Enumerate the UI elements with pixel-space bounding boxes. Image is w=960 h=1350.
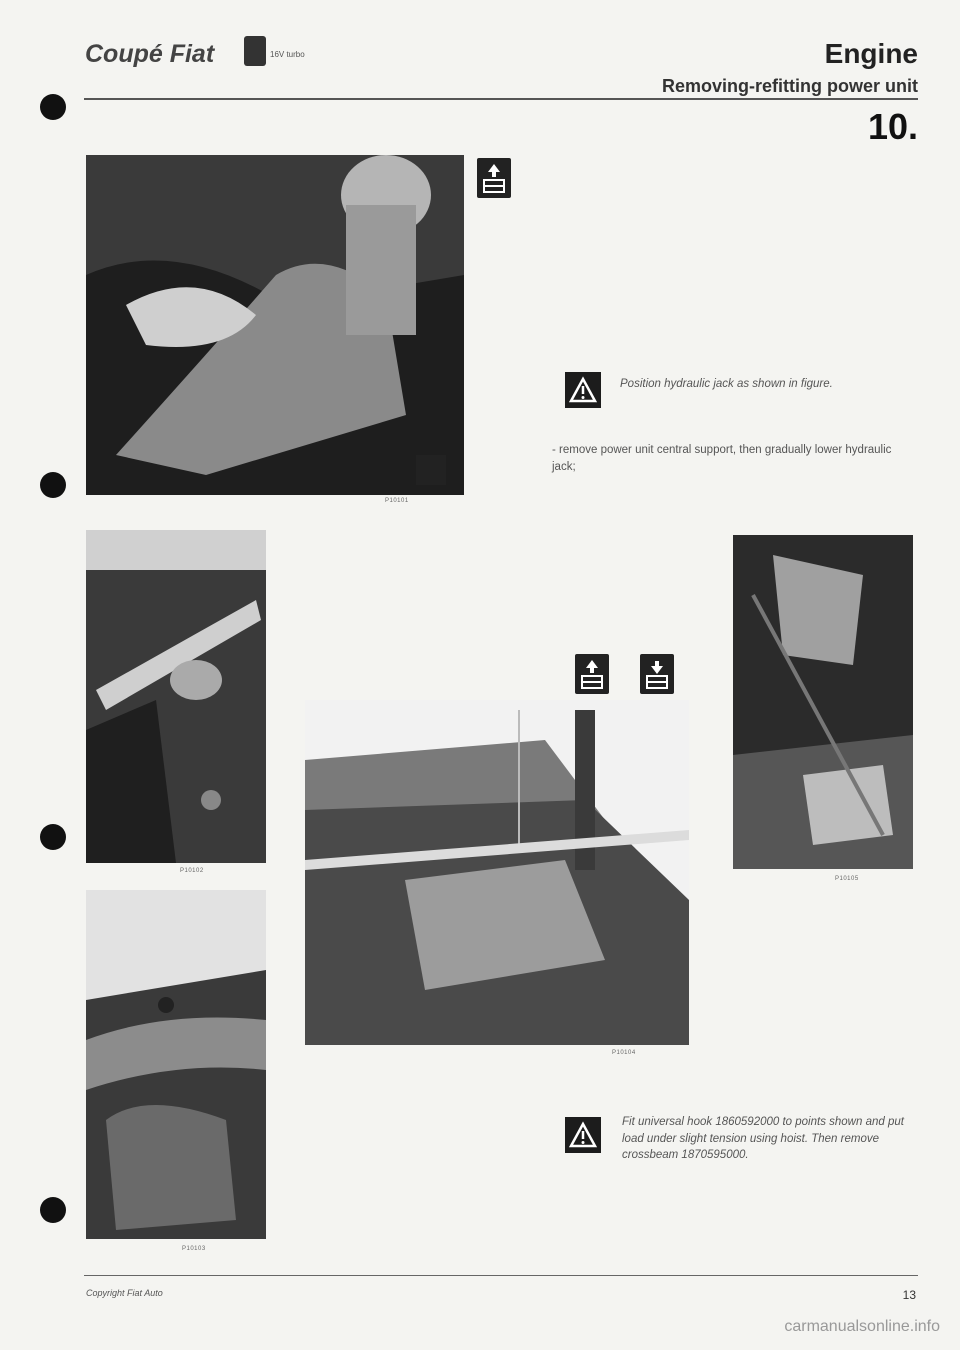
figure-4-code: P10104 bbox=[612, 1050, 636, 1056]
watermark-text: carmanualsonline.info bbox=[784, 1318, 940, 1335]
page-number: 13 bbox=[902, 1288, 916, 1302]
hoist-down-icon bbox=[640, 654, 674, 694]
brand-subtitle: 16V turbo bbox=[270, 50, 305, 59]
note-position-jack: Position hydraulic jack as shown in figure. bbox=[620, 378, 833, 390]
figure-1-code: P10101 bbox=[385, 498, 409, 504]
warning-triangle-icon-2 bbox=[565, 1117, 601, 1153]
fiat-logo-icon bbox=[244, 36, 266, 66]
step-remove-support: - remove power unit central support, then gradually lower hydraulic jack; bbox=[552, 444, 892, 473]
warning-triangle-icon bbox=[565, 372, 601, 408]
hoist-up-icon-2 bbox=[575, 654, 609, 694]
procedure-number: 10. bbox=[867, 106, 918, 147]
figure-3-photo bbox=[86, 890, 266, 1239]
figure-2-code: P10102 bbox=[180, 868, 204, 874]
figure-5-photo bbox=[733, 535, 913, 869]
subsection-title: Removing-refitting power unit bbox=[662, 76, 918, 96]
binder-hole-4 bbox=[40, 1197, 66, 1223]
note-fit-hook: Fit universal hook 1860592000 to points shown and put load under slight tension using hoist. Then remove crossbeam 1870595000. bbox=[622, 1116, 904, 1162]
figure-5-code: P10105 bbox=[835, 876, 859, 882]
binder-hole-1 bbox=[40, 94, 66, 120]
brand-title: Coupé Fiat bbox=[85, 40, 215, 68]
hoist-up-icon bbox=[477, 158, 511, 198]
copyright-text: Copyright Fiat Auto bbox=[86, 1288, 163, 1298]
figure-1-photo bbox=[86, 155, 464, 495]
header-rule bbox=[84, 98, 918, 100]
section-title: Engine bbox=[824, 38, 918, 69]
binder-hole-3 bbox=[40, 824, 66, 850]
footer-rule bbox=[84, 1275, 918, 1276]
binder-hole-2 bbox=[40, 472, 66, 498]
figure-4-photo bbox=[305, 700, 689, 1045]
figure-3-code: P10103 bbox=[182, 1246, 206, 1252]
figure-2-photo bbox=[86, 530, 266, 863]
